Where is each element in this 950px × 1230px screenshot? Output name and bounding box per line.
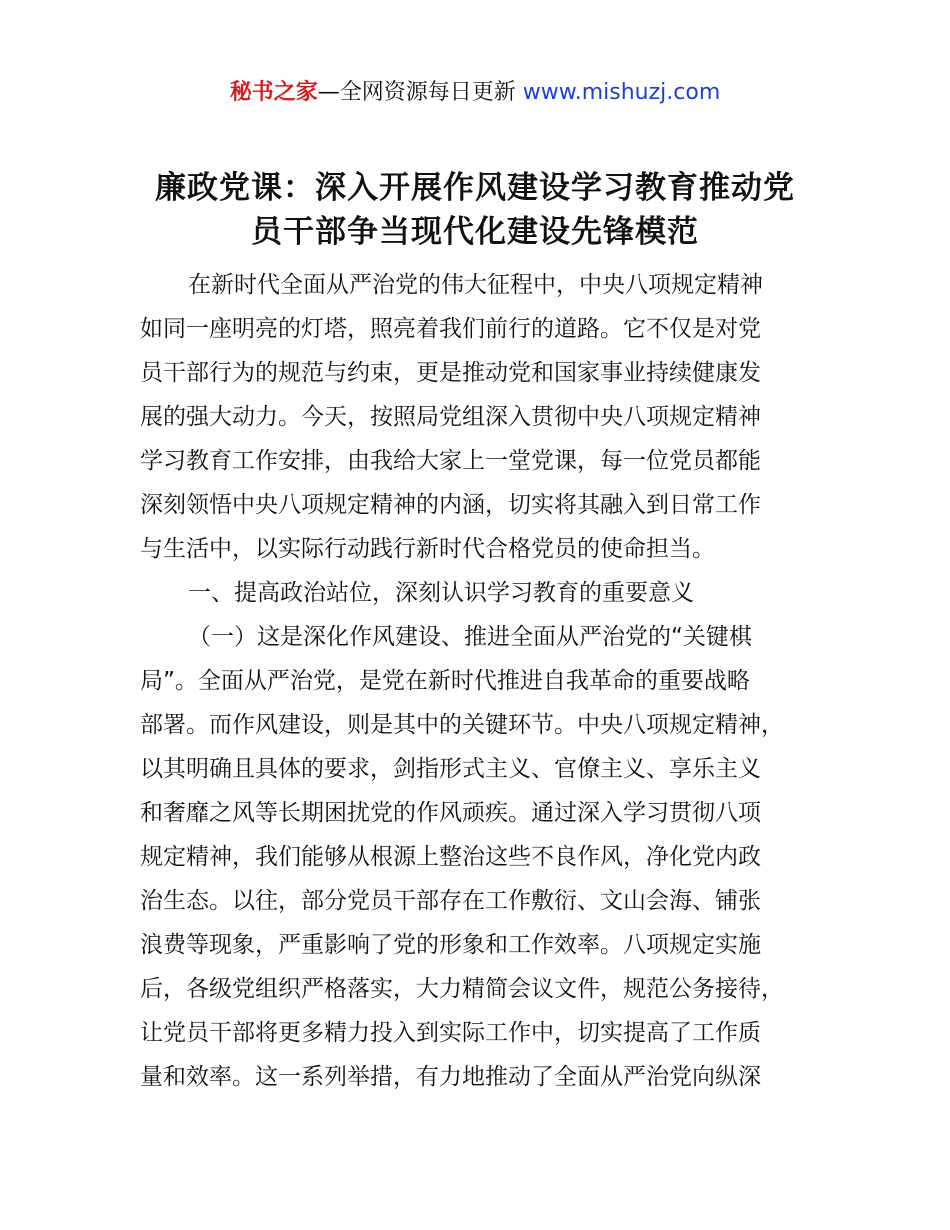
site-banner	[0, 76, 950, 110]
paragraph-section-1-line: 局”。全面从严治党，是党在新时代推进自我革命的重要战略	[140, 668, 750, 694]
paragraph-section-1-line: 以其明确且具体的要求，剑指形式主义、官僚主义、享乐主义	[140, 756, 761, 782]
paragraph-section-1-line: 让党员干部将更多精力投入到实际工作中，切实提高了工作质	[140, 1020, 761, 1046]
title-line-2: 员干部争当现代化建设先锋模范	[251, 214, 699, 250]
paragraph-intro-line: 学习教育工作安排，由我给大家上一堂党课，每一位党员都能	[140, 448, 761, 474]
section-heading-1: 一、提高政治站位，深刻认识学习教育的重要意义	[188, 580, 694, 606]
paragraph-intro-line: 如同一座明亮的灯塔，照亮着我们前行的道路。它不仅是对党	[140, 316, 761, 342]
paragraph-intro-line: 展的强大动力。今天，按照局党组深入贯彻中央八项规定精神	[140, 404, 761, 430]
document-body	[140, 263, 830, 1099]
title-line-1: 廉政党课：深入开展作风建设学习教育推动党	[155, 170, 795, 206]
paragraph-intro-line: 与生活中，以实际行动践行新时代合格党员的使命担当。	[140, 536, 715, 562]
paragraph-section-1-line: 和奢靡之风等长期困扰党的作风顽疾。通过深入学习贯彻八项	[140, 800, 761, 826]
paragraph-intro-line: 在新时代全面从严治党的伟大征程中，中央八项规定精神	[188, 272, 763, 298]
paragraph-section-1-line: 部署。而作风建设，则是其中的关键环节。中央八项规定精神，	[140, 712, 784, 738]
paragraph-section-1-line: 治生态。以往，部分党员干部存在工作敷衍、文山会海、铺张	[140, 888, 761, 914]
paragraph-section-1-line: 规定精神，我们能够从根源上整治这些不良作风，净化党内政	[140, 844, 761, 870]
paragraph-intro-line: 深刻领悟中央八项规定精神的内涵，切实将其融入到日常工作	[140, 492, 761, 518]
document-title	[100, 166, 850, 254]
site-url-link[interactable]: www.mishuzj.com	[522, 80, 721, 105]
paragraph-section-1-line: 浪费等现象，严重影响了党的形象和工作效率。八项规定实施	[140, 932, 761, 958]
paragraph-intro-line: 员干部行为的规范与约束，更是推动党和国家事业持续健康发	[140, 360, 761, 386]
paragraph-section-1-line: 后，各级党组织严格落实，大力精简会议文件，规范公务接待，	[140, 976, 784, 1002]
site-brand-name: 秘书之家	[229, 80, 318, 105]
paragraph-section-1-line: （一）这是深化作风建设、推进全面从严治党的“关键棋	[188, 624, 752, 650]
site-tagline: —全网资源每日更新	[317, 80, 523, 105]
paragraph-section-1-line: 量和效率。这一系列举措，有力地推动了全面从严治党向纵深	[140, 1064, 761, 1090]
